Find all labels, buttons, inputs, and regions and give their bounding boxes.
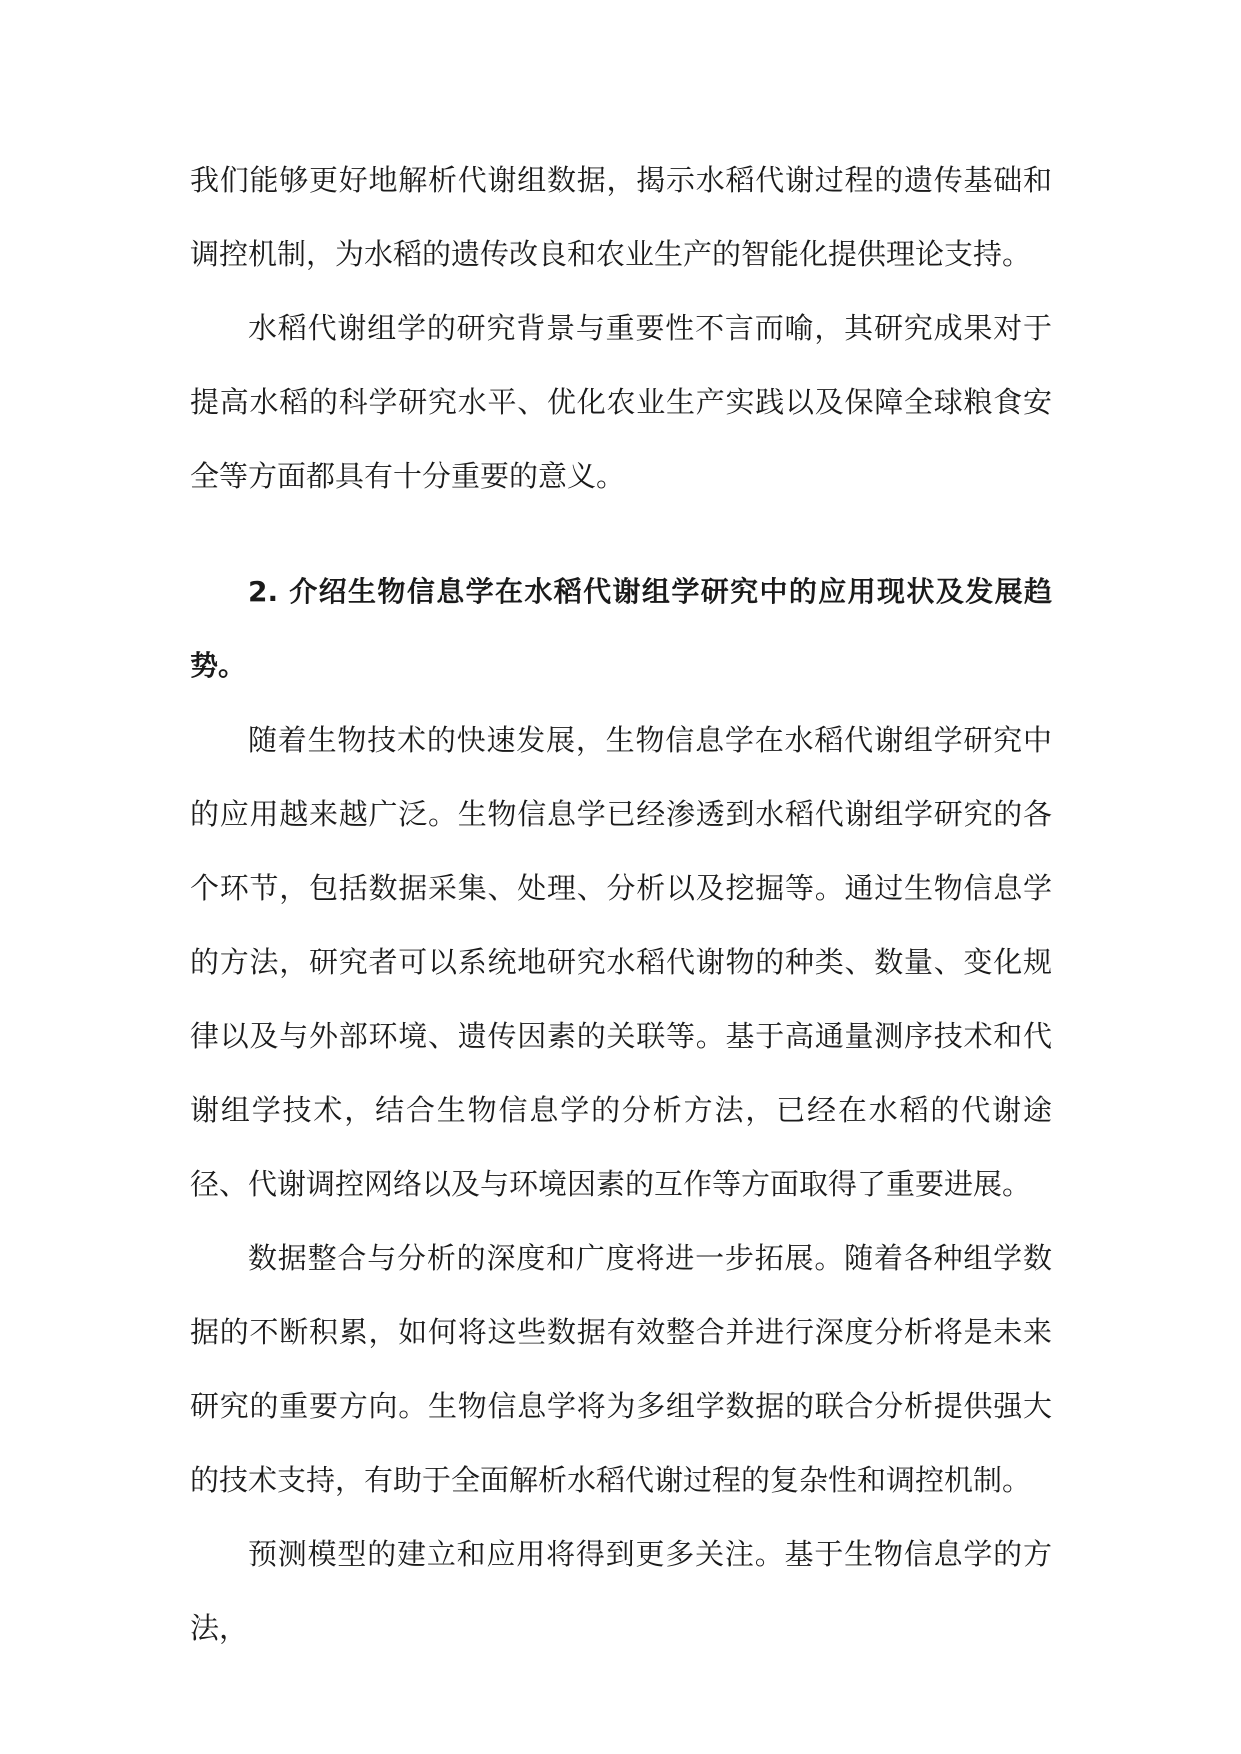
paragraph-data-integration: 数据整合与分析的深度和广度将进一步拓展。随着各种组学数据的不断积累，如何将这些数据有效整合并进行深度分析将是未来研究的重要方向。生物信息学将为多组学数据的联合分析提供强大的技术支持，有助于全面解析水稻代谢过程的复杂性和调控机制。 <box>190 1241 1052 1497</box>
paragraph-current-status: 随着生物技术的快速发展，生物信息学在水稻代谢组学研究中的应用越来越广泛。生物信息学已经渗透到水稻代谢组学研究的各个环节，包括数据采集、处理、分析以及挖掘等。通过生物信息学的方法，研究者可以系统地研究水稻代谢物的种类、数量、变化规律以及与外部环境、遗传因素的关联等。基于高通量测序技术和代谢组学技术，结合生物信息学的分析方法，已经在水稻的代谢途径、代谢调控网络以及与环境因素的互作等方面取得了重要进展。 <box>190 723 1052 1201</box>
document-body <box>190 143 1052 1665</box>
paragraph-prediction-models: 预测模型的建立和应用将得到更多关注。基于生物信息学的方法， <box>190 1537 1052 1645</box>
paragraph-continuation: 我们能够更好地解析代谢组数据，揭示水稻代谢过程的遗传基础和调控机制，为水稻的遗传改良和农业生产的智能化提供理论支持。 <box>190 163 1052 271</box>
section-heading: 2. 介绍生物信息学在水稻代谢组学研究中的应用现状及发展趋势。 <box>190 575 1052 682</box>
paragraph-importance: 水稻代谢组学的研究背景与重要性不言而喻，其研究成果对于提高水稻的科学研究水平、优化农业生产实践以及保障全球粮食安全等方面都具有十分重要的意义。 <box>190 311 1052 493</box>
